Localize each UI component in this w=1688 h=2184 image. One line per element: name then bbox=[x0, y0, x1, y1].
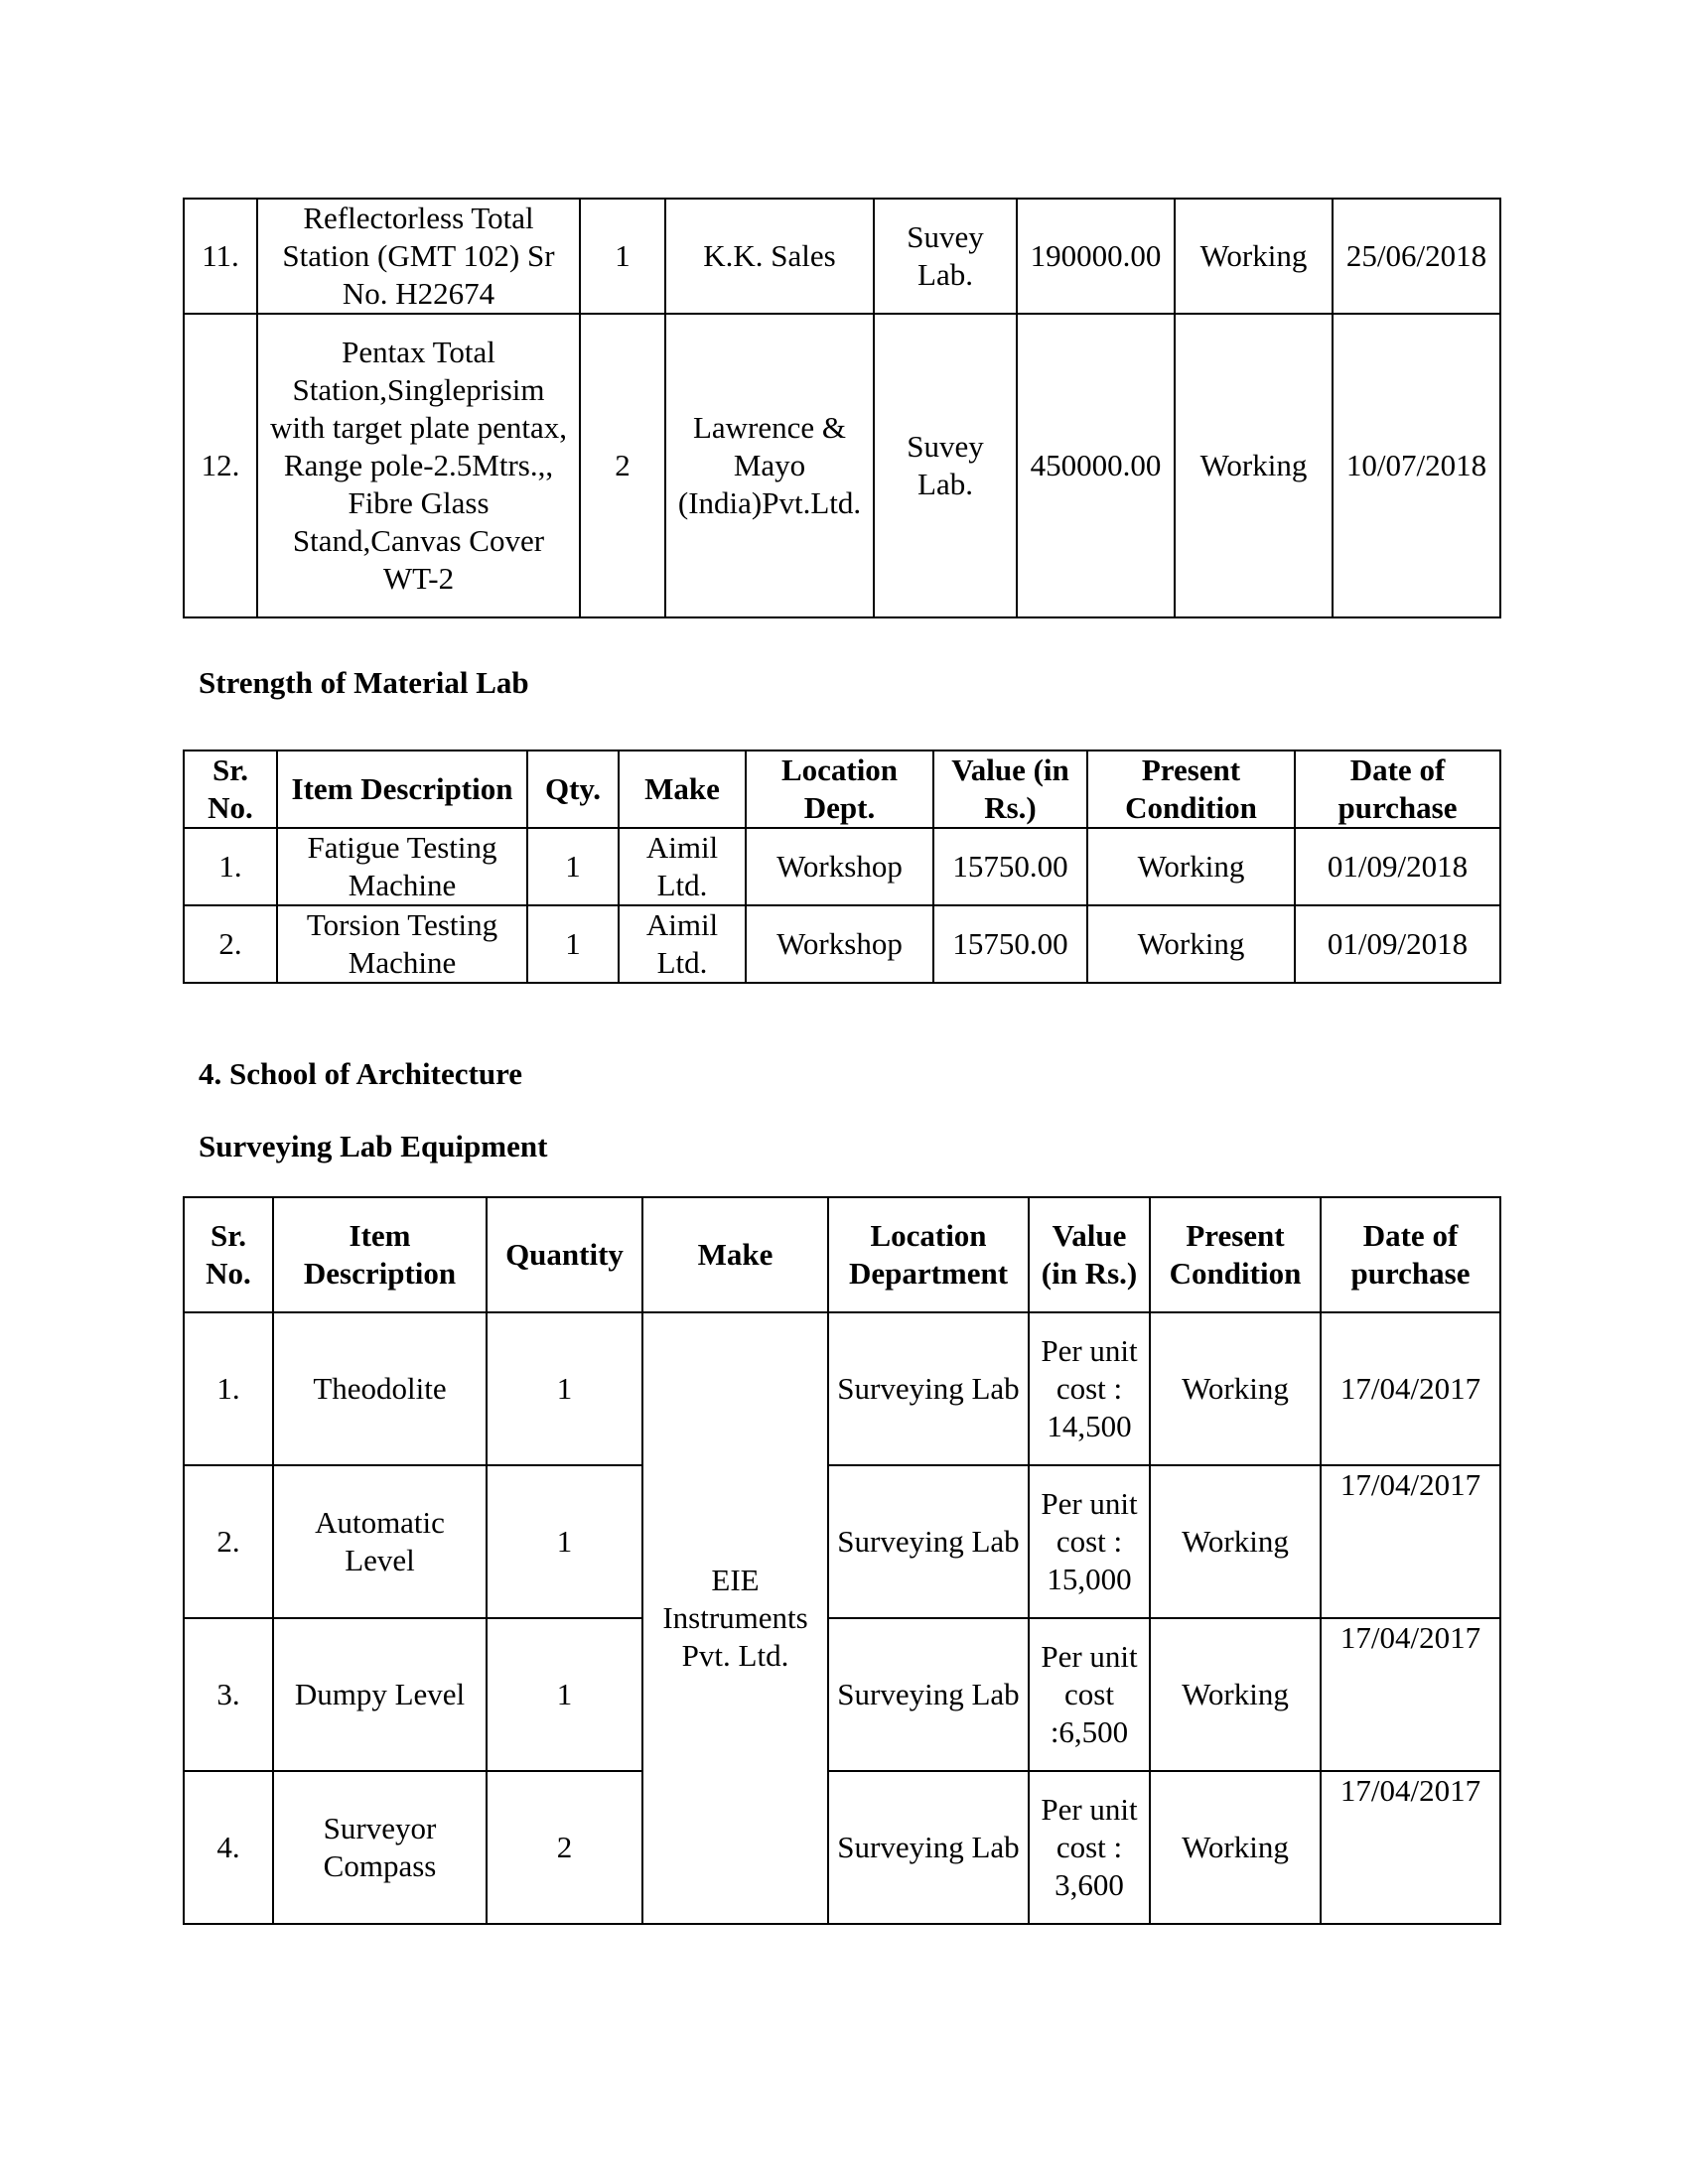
header-make: Make bbox=[619, 751, 746, 828]
header-quantity: Quantity bbox=[487, 1197, 642, 1312]
header-location: Location Department bbox=[828, 1197, 1029, 1312]
date-of-purchase: 01/09/2018 bbox=[1295, 828, 1500, 905]
table-row bbox=[184, 905, 1500, 983]
value: Per unit cost : 14,500 bbox=[1029, 1312, 1150, 1465]
table-row bbox=[184, 828, 1500, 905]
sr-no: 2. bbox=[184, 1465, 273, 1618]
quantity: 1 bbox=[487, 1465, 642, 1618]
sr-no: 1. bbox=[184, 828, 277, 905]
table-row bbox=[184, 1465, 1500, 1618]
quantity: 1 bbox=[487, 1312, 642, 1465]
condition: Working bbox=[1150, 1618, 1321, 1771]
header-condition: Present Condition bbox=[1087, 751, 1295, 828]
condition: Working bbox=[1175, 199, 1333, 314]
item-description: Pentax Total Station,Singleprisim with target plate pentax, Range pole-2.5Mtrs.,, Fibre Glass Stand,Canvas Cover WT-2 bbox=[257, 314, 580, 617]
survey-equipment-table-continued bbox=[183, 198, 1501, 618]
date-of-purchase: 17/04/2017 bbox=[1321, 1618, 1500, 1771]
header-date: Date of purchase bbox=[1295, 751, 1500, 828]
item-description: Automatic Level bbox=[273, 1465, 487, 1618]
quantity: 1 bbox=[487, 1618, 642, 1771]
header-item-description: Item Description bbox=[277, 751, 527, 828]
date-of-purchase: 17/04/2017 bbox=[1321, 1465, 1500, 1618]
date-of-purchase: 25/06/2018 bbox=[1333, 199, 1500, 314]
quantity: 2 bbox=[580, 314, 665, 617]
value: 15750.00 bbox=[933, 905, 1087, 983]
table-row bbox=[184, 1312, 1500, 1465]
surveying-lab-equipment-table bbox=[183, 1196, 1501, 1925]
sr-no: 12. bbox=[184, 314, 257, 617]
location: Surveying Lab bbox=[828, 1618, 1029, 1771]
make: K.K. Sales bbox=[665, 199, 874, 314]
header-item-description: Item Description bbox=[273, 1197, 487, 1312]
header-sr-no: Sr. No. bbox=[184, 751, 277, 828]
location: Surveying Lab bbox=[828, 1312, 1029, 1465]
value: Per unit cost : 15,000 bbox=[1029, 1465, 1150, 1618]
header-qty: Qty. bbox=[527, 751, 619, 828]
header-value: Value (in Rs.) bbox=[1029, 1197, 1150, 1312]
condition: Working bbox=[1087, 905, 1295, 983]
quantity: 1 bbox=[580, 199, 665, 314]
strength-of-material-table bbox=[183, 750, 1501, 984]
table-row bbox=[184, 1771, 1500, 1924]
item-description: Theodolite bbox=[273, 1312, 487, 1465]
condition: Working bbox=[1150, 1312, 1321, 1465]
item-description: Surveyor Compass bbox=[273, 1771, 487, 1924]
make: Aimil Ltd. bbox=[619, 905, 746, 983]
condition: Working bbox=[1087, 828, 1295, 905]
condition: Working bbox=[1150, 1771, 1321, 1924]
item-description: Reflectorless Total Station (GMT 102) Sr No. H22674 bbox=[257, 199, 580, 314]
sr-no: 4. bbox=[184, 1771, 273, 1924]
item-description: Dumpy Level bbox=[273, 1618, 487, 1771]
item-description: Fatigue Testing Machine bbox=[277, 828, 527, 905]
sr-no: 1. bbox=[184, 1312, 273, 1465]
value: 450000.00 bbox=[1017, 314, 1175, 617]
section-heading-surveying-lab: Surveying Lab Equipment bbox=[199, 1129, 548, 1163]
table-row bbox=[184, 314, 1500, 617]
make: Lawrence & Mayo (India)Pvt.Ltd. bbox=[665, 314, 874, 617]
quantity: 1 bbox=[527, 905, 619, 983]
location: Surveying Lab bbox=[828, 1465, 1029, 1618]
value: 15750.00 bbox=[933, 828, 1087, 905]
header-make: Make bbox=[642, 1197, 828, 1312]
date-of-purchase: 01/09/2018 bbox=[1295, 905, 1500, 983]
table-row bbox=[184, 199, 1500, 314]
header-value: Value (in Rs.) bbox=[933, 751, 1087, 828]
location: Workshop bbox=[746, 828, 933, 905]
quantity: 1 bbox=[527, 828, 619, 905]
sr-no: 2. bbox=[184, 905, 277, 983]
location: Suvey Lab. bbox=[874, 314, 1017, 617]
value: 190000.00 bbox=[1017, 199, 1175, 314]
item-description: Torsion Testing Machine bbox=[277, 905, 527, 983]
header-location: Location Dept. bbox=[746, 751, 933, 828]
location: Workshop bbox=[746, 905, 933, 983]
make: Aimil Ltd. bbox=[619, 828, 746, 905]
value: Per unit cost :6,500 bbox=[1029, 1618, 1150, 1771]
location: Surveying Lab bbox=[828, 1771, 1029, 1924]
condition: Working bbox=[1150, 1465, 1321, 1618]
table-header-row bbox=[184, 751, 1500, 828]
sr-no: 3. bbox=[184, 1618, 273, 1771]
header-condition: Present Condition bbox=[1150, 1197, 1321, 1312]
condition: Working bbox=[1175, 314, 1333, 617]
date-of-purchase: 17/04/2017 bbox=[1321, 1312, 1500, 1465]
table-row bbox=[184, 1618, 1500, 1771]
header-date: Date of purchase bbox=[1321, 1197, 1500, 1312]
location: Suvey Lab. bbox=[874, 199, 1017, 314]
table-header-row bbox=[184, 1197, 1500, 1312]
quantity: 2 bbox=[487, 1771, 642, 1924]
date-of-purchase: 10/07/2018 bbox=[1333, 314, 1500, 617]
value: Per unit cost : 3,600 bbox=[1029, 1771, 1150, 1924]
header-sr-no: Sr. No. bbox=[184, 1197, 273, 1312]
date-of-purchase: 17/04/2017 bbox=[1321, 1771, 1500, 1924]
section-heading-strength-of-material: Strength of Material Lab bbox=[199, 665, 529, 700]
sr-no: 11. bbox=[184, 199, 257, 314]
section-heading-school-of-architecture: 4. School of Architecture bbox=[199, 1056, 523, 1091]
make-merged: EIE Instruments Pvt. Ltd. bbox=[642, 1312, 828, 1924]
